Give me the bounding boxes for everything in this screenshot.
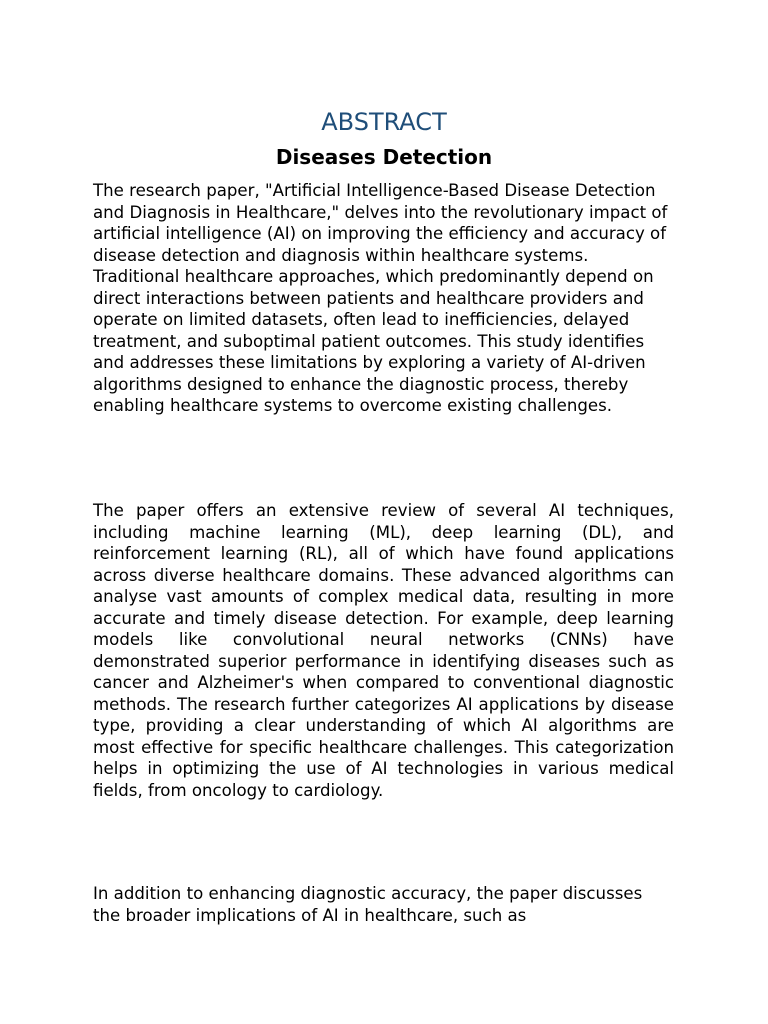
paper-subtitle: Diseases Detection (275, 145, 493, 169)
abstract-paragraph-2: The paper offers an extensive review of several AI techniques, including machine learning (ML), deep learning (DL), and reinforcement learning (RL), all of which have found applications across diverse healthcare domains. These advanced algorithms can analyse vast amounts of complex medical data, resulting in more accurate and timely disease detection. For example, deep learning models like convolutional neural networks (CNNs) have demonstrated superior performance in identifying diseases such as cancer and Alzheimer's when compared to conventional diagnostic methods. The research further categorizes AI applications by disease type, providing a clear understanding of which AI algorithms are most effective for specific healthcare challenges. This categorization helps in optimizing the use of AI technologies in various medical fields, from oncology to cardiology. (93, 501, 674, 800)
abstract-paragraph-1: The research paper, "Artificial Intelligence-Based Disease Detection and Diagnosis in Healthcare," delves into the revolutionary impact of artificial intelligence (AI) on improving the efficiency and accuracy of disease detection and diagnosis within healthcare systems. Traditional healthcare approaches, which predominantly depend on direct interactions between patients and healthcare providers and operate on limited datasets, often lead to inefficiencies, delayed treatment, and suboptimal patient outcomes. This study identifies and addresses these limitations by exploring a variety of AI-driven algorithms designed to enhance the diagnostic process, thereby enabling healthcare systems to overcome existing challenges. (93, 181, 668, 415)
abstract-paragraph-3: In addition to enhancing diagnostic accuracy, the paper discusses the broader implications of AI in healthcare, such as (93, 884, 643, 925)
abstract-heading: ABSTRACT (321, 108, 447, 136)
